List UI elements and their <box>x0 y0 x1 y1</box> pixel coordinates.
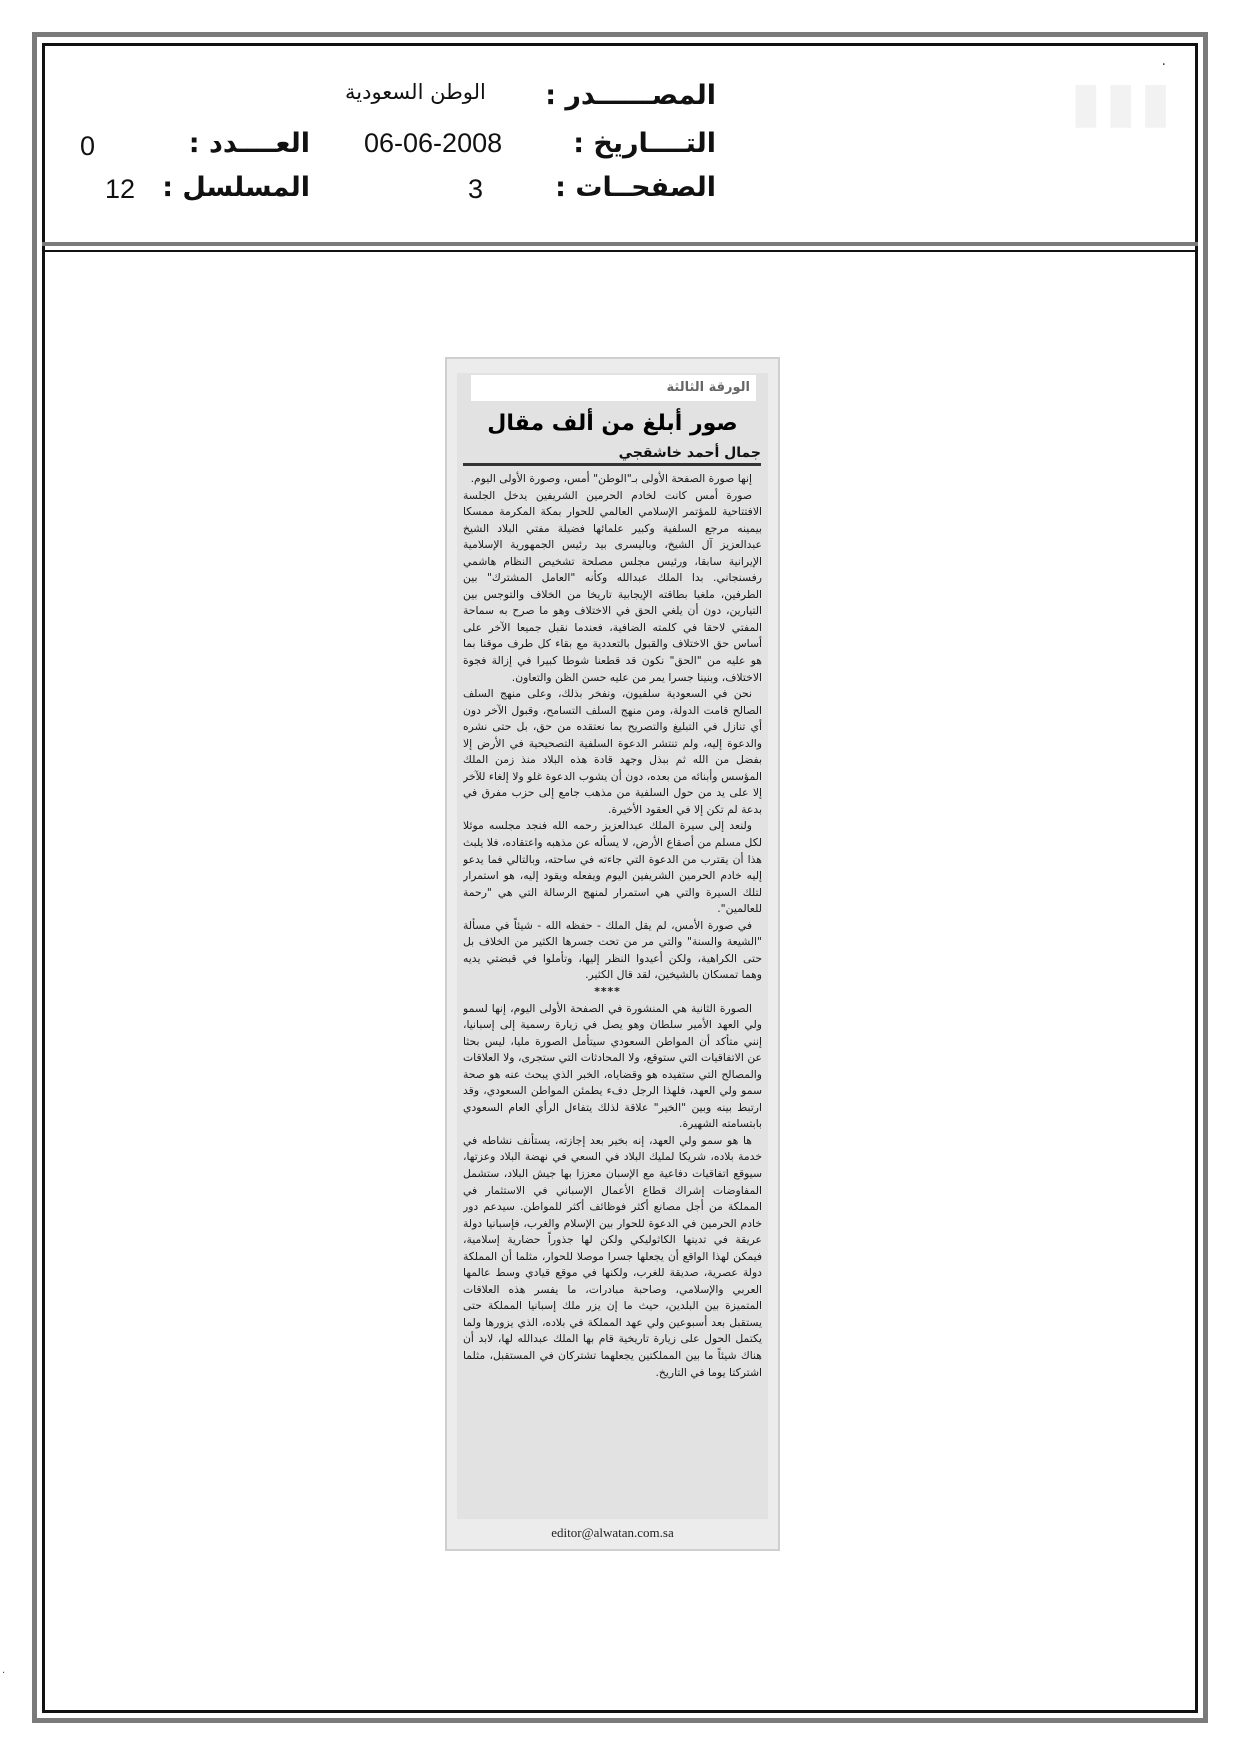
article-body <box>457 373 768 1519</box>
article-paragraph: نحن في السعودية سلفيون، ونفخر بذلك، وعلى منهج السلف الصالح قامت الدولة، ومن منهج السلف التسامح، وقبول الآخر دون أي تنازل في التبليغ والتصريح بما نعتقده من حق، بل حتى نشره والدعوة إليه، ولم تنتشر الدعوة السلفية التصحيحية في الأرض إلا بفضل من الله ثم ببذل وجهد قادة هذه البلاد منذ زمن الملك المؤسس وأبنائه من بعده، دون أن يشوب الدعوة غلو ولا إلغاء للآخر إلا على يد من حول السلفية من مذهب جامع إلى حزب مفرق في بدعة لم تكن إلا في العقود الأخيرة. <box>463 687 762 816</box>
article-paragraph: إنها صورة الصفحة الأولى بـ"الوطن" أمس، وصورة الأولى اليوم. <box>470 472 752 485</box>
pages-label: الصفحــات : <box>555 172 716 203</box>
issue-label: العــــدد : <box>188 128 310 159</box>
header-divider <box>42 242 1198 252</box>
corner-mark: ٠ <box>1160 56 1168 72</box>
article-clipping <box>445 357 780 1551</box>
article-paragraph: صورة أمس كانت لخادم الحرمين الشريفين يدخل الجلسة الافتتاحية للمؤتمر الإسلامي العالمي للحوار بمكة المكرمة ممسكا بيمينه مرجع السلفية وكبير علمائها فضيلة مفتي البلاد الشيخ عبدالعزيز آل الشيخ، وباليسرى بيد رئيس الجمهورية الإسلامية الإيرانية سابقا، ورئيس مجلس مصلحة تشخيص النظام هاشمي رفسنجاني. بدا الملك عبدالله وكأنه "العامل المشترك" بين الطرفين، ملغيا بطاقته الإيجابية تاريخا من الخلاف والتوجس بين التيارين، دون أن يلغي الحق في الاختلاف وهو ما صرح به سماحة المفتي لاحقا في كلمته الضافية، فعندما نقبل جميعا الآخر على أساس حق الاختلاف والقبول بالتعددية مع بقاء كل طرف موقنا بما هو عليه من "الحق" نكون قد قطعنا شوطا كبيرا في إزالة فجوة الاختلاف، وبنينا جسرا يمر من عليه حسن الظن والتعاون. <box>463 488 762 684</box>
source-label: المصــــــدر : <box>545 80 716 111</box>
section-tag: الورقة الثالثة <box>471 375 756 401</box>
section-separator: **** <box>594 984 621 998</box>
article-paragraph: في صورة الأمس، لم يقل الملك - حفظه الله - شيئاً في مسألة "الشيعة والسنة" والتي مر من تحت جسرها الكثير من الخلاف بل حتى الكراهية، ولكن أعيدوا النظر إليها، وتأملوا في قبضتي يديه وهما تمسكان بالشيخين، لقد قال الكثير. <box>463 918 762 982</box>
article-headline: صور أبلغ من ألف مقال <box>487 411 738 436</box>
serial-label: المسلسل : <box>162 172 310 203</box>
source-value: الوطن السعودية <box>345 80 486 104</box>
byline-rule <box>463 463 761 466</box>
pages-value: 3 <box>468 174 484 204</box>
date-value: 06-06-2008 <box>364 128 503 158</box>
date-label: التــــاريخ : <box>573 128 716 159</box>
issue-value: 0 <box>80 131 96 161</box>
article-author: جمال أحمد خاشقجي <box>618 445 761 461</box>
edge-mark: · <box>2 1668 6 1679</box>
article-text <box>463 471 762 1515</box>
article-paragraph: ها هو سمو ولي العهد، إنه بخير بعد إجازته، يستأنف نشاطه في خدمة بلاده، شريكا لمليك البلاد في السعي في نهضة البلاد وعزتها، سيوقع اتفاقيات دفاعية مع الإسبان معززا بها جيش البلاد، ستشمل المفاوضات إشراك قطاع الأعمال الإسباني في الاستثمار في المملكة من أجل مصانع أكثر فوظائف أكثر للمواطن. سيدعم دور خادم الحرمين في الدعوة للحوار بين الإسلام والغرب، فإسبانيا دولة عريقة في تدينها الكاثوليكي ولكن لها جذوراً حضارية إسلامية، فيمكن لهذا الواقع أن يجعلها جسرا موصلا للحوار، مثلما أن المملكة دولة عصرية، صديقة للغرب، ولكنها في موقع قيادي وسط عالمها العربي والإسلامي، وصاحبة مبادرات، ما يفسر هذه العلاقات المتميزة بين البلدين، حيث ما إن يزر ملك إسبانيا المملكة حتى يستقبل بعد أسبوعين ولي عهد المملكة في بلاده، الذي يزورها ولما يكتمل الحول على زيارة تاريخية قام بها الملك عبدالله لها، لابد أن هناك شيئاً ما بين المملكتين يجعلهما تشتركان في المستقبل، مثلما اشتركتا يوما في التاريخ. <box>463 1133 762 1379</box>
author-email: editor@alwatan.com.sa <box>551 1525 674 1540</box>
article-paragraph: الصورة الثانية هي المنشورة في الصفحة الأولى اليوم، إنها لسمو ولي العهد الأمير سلطان وهو يصل في زيارة رسمية إلى إسبانيا، إنني متأكد أن المواطن السعودي سيتأمل الصورة مليا، ليس بحثا عن الاتفاقيات التي ستوقع، ولا المحادثات التي ستجرى، ولا العلاقات والمصالح التي ستفيده هو وقضاياه، الخبر الذي يبحث عنه هو صحة سمو ولي العهد، فلهذا الرجل دفء يطمئن المواطن السعودي، وقد ارتبط بينه وبين "الخير" علاقة لذلك يتفاءل الرأي العام السعودي بابتسامته الشهيرة. <box>463 1001 762 1131</box>
article-paragraph: ولنعد إلى سيرة الملك عبدالعزيز رحمه الله فنجد مجلسه موئلا لكل مسلم من أصقاع الأرض، لا يسأله عن مذهبه واعتقاده، فلا يلبث هذا أن يقترب من الدعوة التي جاءته في ساحته، وبالتالي فما يدعو إليه خادم الحرمين الشريفين اليوم ويفعله ويقود إليه، هو استمرار لتلك السيرة والتي هي استمرار لمنهج الرسالة التي هي "رحمة للعالمين". <box>463 819 762 916</box>
faded-logo: ▮▮▮ <box>1070 70 1175 135</box>
serial-value: 12 <box>105 174 136 204</box>
